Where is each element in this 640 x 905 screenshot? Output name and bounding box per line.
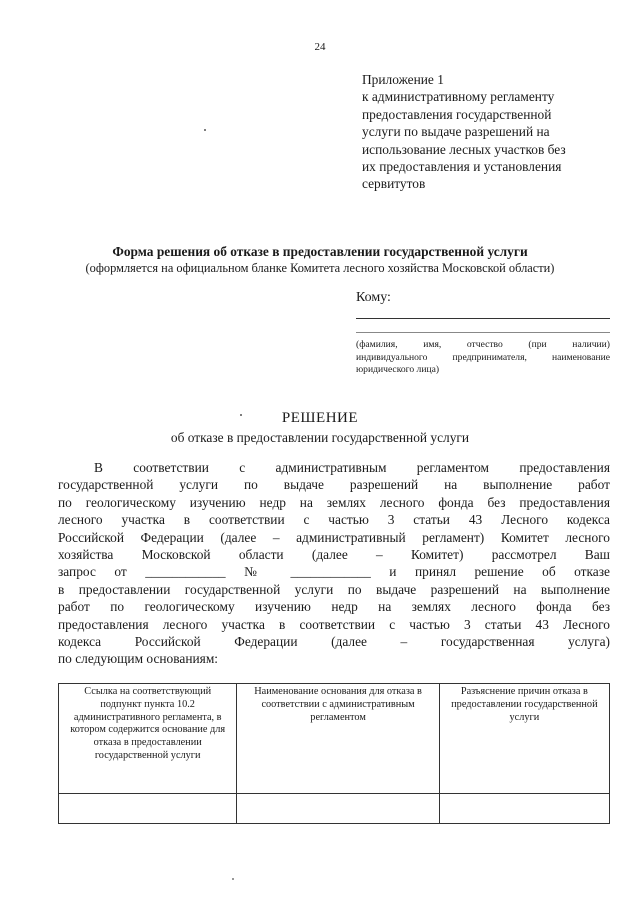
decision-body: [58, 459, 610, 668]
addressee-label: Кому:: [356, 290, 391, 305]
body-line: кодекса Российской Федерации (далее – государственная услуга): [58, 634, 610, 650]
grounds-table: [58, 683, 610, 824]
header-explanation: Разъяснение причин отказа в предоставлении государственной услуги: [439, 684, 609, 794]
header-reference: Ссылка на соответствующий подпункт пункта 10.2 административного регламента, в котором содержится основание для отказа в предоставлении государственной услуги: [59, 684, 237, 794]
scan-speck: [232, 878, 234, 880]
table-cell: [237, 794, 439, 824]
addressee-hint: [356, 339, 610, 377]
appendix-line: их предоставления и установления: [362, 159, 562, 175]
form-title: Форма решения об отказе в предоставлении государственной услуги: [112, 244, 528, 259]
table-cell: [59, 794, 237, 824]
form-subtitle: (оформляется на официальном бланке Комитета лесного хозяйства Московской области): [85, 261, 555, 275]
body-line: хозяйства Московской области (далее – Комитет) рассмотрел Ваш: [58, 547, 610, 563]
body-line: запрос от ____________ № ____________ и принял решение об отказе: [58, 564, 610, 580]
table-header-row: [59, 684, 610, 794]
table-cell: [439, 794, 609, 824]
appendix-line: сервитутов: [362, 176, 426, 192]
body-line: по геологическому изучению недр на землях лесного фонда без предоставления: [58, 494, 610, 510]
addressee-fill-line: [356, 318, 610, 319]
addressee-hint-line: индивидуального предпринимателя, наименование: [356, 351, 610, 363]
body-line: государственной услуги по выдаче разрешений на выполнение работ: [58, 477, 610, 493]
addressee-fill-line: [356, 332, 610, 333]
body-line: в предоставлении государственной услуги по выдаче разрешений на выполнение: [58, 581, 610, 597]
appendix-line: предоставления государственной: [362, 106, 552, 122]
appendix-header: [362, 71, 612, 193]
header-ground-name: Наименование основания для отказа в соответствии с административным регламентом: [237, 684, 439, 794]
decision-title: РЕШЕНИЕ: [281, 410, 359, 426]
decision-subtitle: об отказе в предоставлении государственной услуги: [170, 430, 470, 445]
addressee-hint-line: юридического лица): [356, 364, 440, 375]
appendix-line: к административному регламенту: [362, 89, 555, 105]
body-line: В соответствии с административным регламентом предоставления: [94, 460, 610, 475]
scan-speck: [204, 129, 206, 131]
body-line: лесного участка в соответствии с частью 3 статьи 43 Лесного кодекса: [58, 512, 610, 528]
table-row: [59, 794, 610, 824]
appendix-line: использование лесных участков без: [362, 141, 566, 157]
body-line: предоставления лесного участка в соответствии с частью 3 статьи 43 Лесного: [58, 616, 610, 632]
body-line: Российской Федерации (далее – административный регламент) Комитет лесного: [58, 529, 610, 545]
appendix-line: услуги по выдаче разрешений на: [362, 124, 550, 140]
page-number: 24: [314, 41, 326, 53]
appendix-line: Приложение 1: [362, 72, 444, 87]
addressee-hint-line: (фамилия, имя, отчество (при наличии): [356, 339, 610, 350]
body-line: по следующим основаниям:: [58, 651, 219, 667]
body-line: работ по геологическому изучению недр на землях лесного фонда без: [58, 599, 610, 615]
